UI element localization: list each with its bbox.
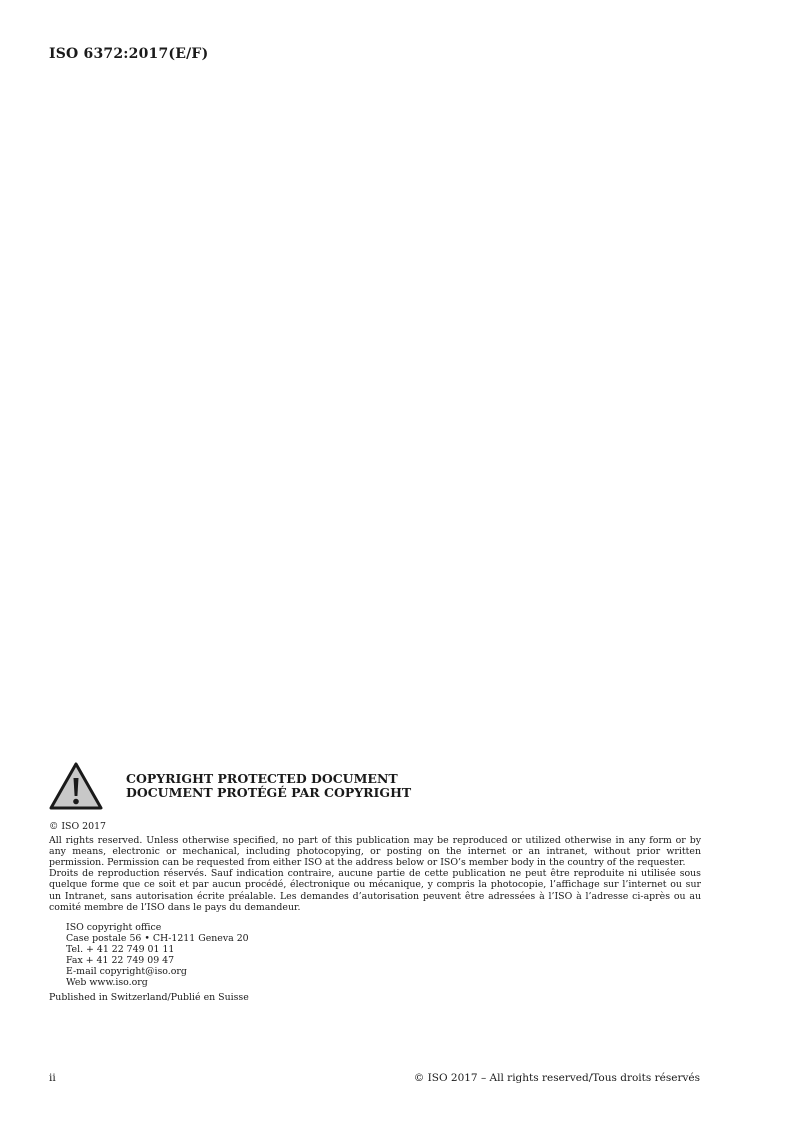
rights-paragraph-english: All rights reserved. Unless otherwise specified, no part of this publication may be reproduced or utilized otherwise in any form or by any means, electronic or mechanical, including photocopying, or posting on the internet or an intranet, without prior written permission. Permission can be requested from either ISO at the address below or ISO’s member body in the country of the requester. — [49, 835, 701, 869]
address-line: Fax + 41 22 749 09 47 — [66, 955, 175, 967]
address-line: ISO copyright office — [66, 921, 162, 933]
copyright-line: © ISO 2017 — [49, 821, 107, 832]
warning-titles — [126, 772, 411, 801]
published-line: Published in Switzerland/Publié en Suisse — [49, 992, 249, 1004]
address-line: E-mail copyright@iso.org — [66, 966, 187, 978]
address-block — [66, 922, 701, 989]
title-english: COPYRIGHT PROTECTED DOCUMENT — [126, 770, 398, 786]
rights-paragraph-french: Droits de reproduction réservés. Sauf indication contraire, aucune partie de cette publication ne peut être reproduite ni utilisée sous quelque forme que ce soit et par aucun procédé, électronique ou mécanique, y compris la photocopie, l’affichage sur l’internet ou sur un Intranet, sans autorisation écrite préalable. Les demandes d’autorisation peuvent être adressées à l’ISO à l’adresse ci-après ou au comité membre de l’ISO dans le pays du demandeur. — [49, 868, 701, 913]
page-number: ii — [49, 1072, 56, 1084]
address-line: Case postale 56 • CH-1211 Geneva 20 — [66, 932, 249, 944]
title-french: DOCUMENT PROTÉGÉ PAR COPYRIGHT — [126, 785, 412, 800]
document-id: ISO 6372:2017(E/F) — [49, 46, 209, 62]
warning-row — [49, 762, 701, 810]
address-line: Tel. + 41 22 749 01 11 — [66, 943, 175, 955]
address-line: Web www.iso.org — [66, 977, 148, 989]
copyright-notice — [49, 762, 701, 1003]
warning-triangle-icon — [49, 762, 103, 810]
footer-rights: © ISO 2017 – All rights reserved/Tous droits réservés — [413, 1072, 700, 1084]
